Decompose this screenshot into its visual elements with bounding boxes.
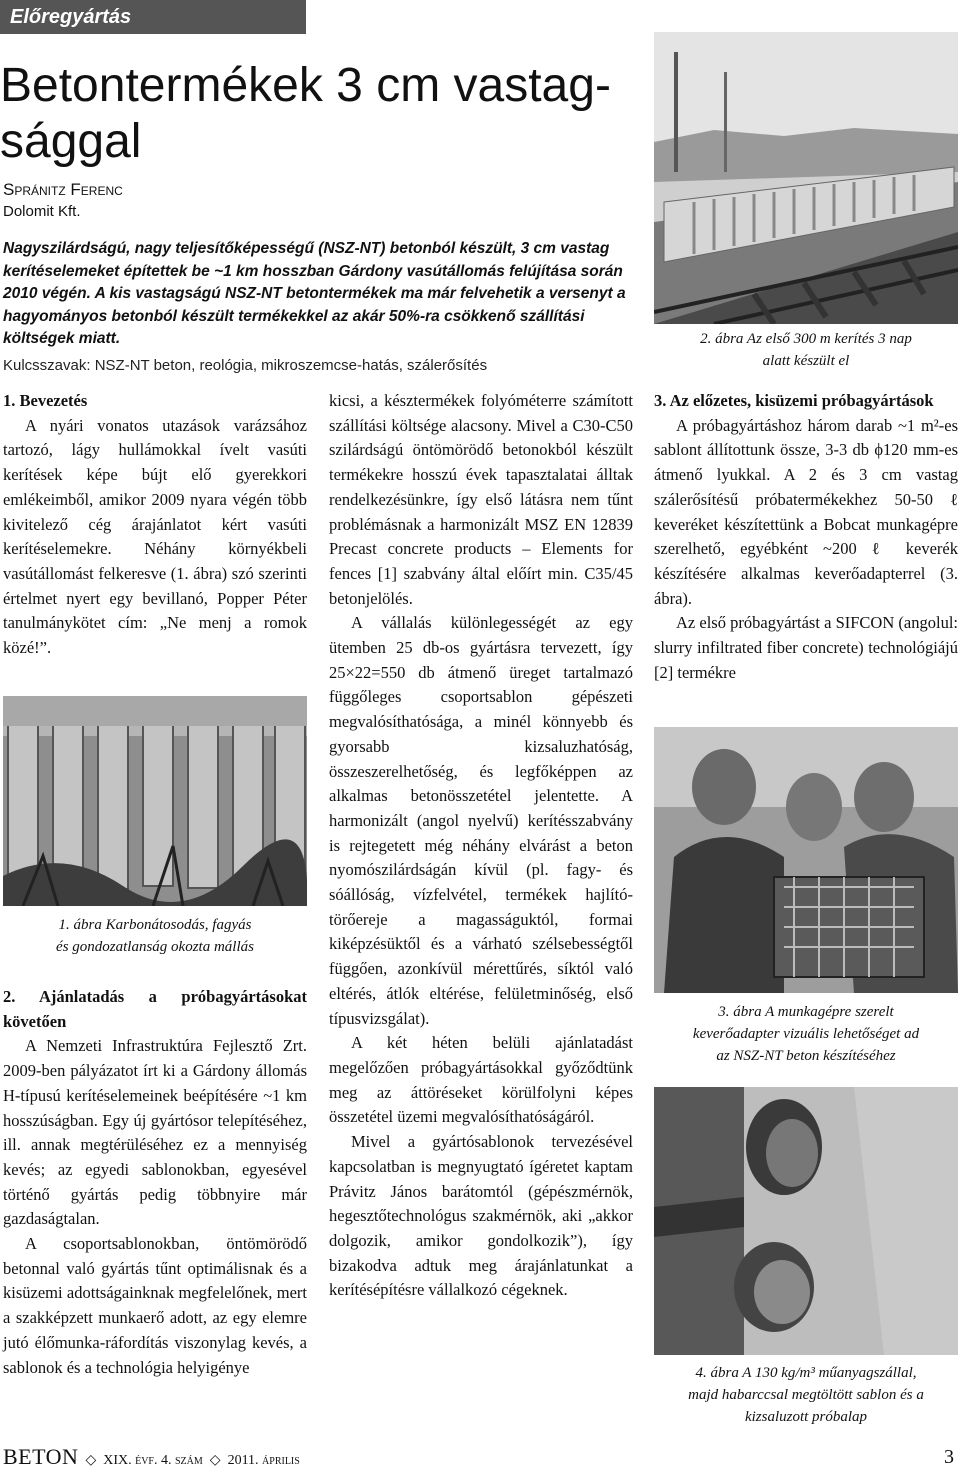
fig4-caption-line3: kizsaluzott próbalap <box>744 1409 868 1425</box>
fig4-caption-line1: 4. ábra A 130 kg/m³ műanyagszállal, <box>695 1365 917 1381</box>
col1-paragraph-3: A csoportsablonokban, öntömörödő betonnal való gyártás tűnt optimálisnak és a kisüzemi adottságainknak megfelelőnek, mert a szakképzett munkaerő adott, az egy elemre jutó élőmunka-ráfordítás viszonylag kevés, a sablonok és a technológia helyigénye <box>3 1234 307 1377</box>
section-2-heading: 2. Ajánlatadás a próbagyártásokat követően <box>3 987 307 1031</box>
col3-paragraph-1: A próbagyártáshoz három darab ~1 m²-es sablont állítottunk össze, 3-3 db ϕ120 mm-es átmenő lyukkal. A 2 és 3 cm vastag szálerősítésű próbatermékekhez 50-50 ℓ keveréket készítettünk a Bobcat munkagépre szerelhető, egyébként ~200 ℓ keverék készítésére alkalmas keverőadapterrel (3. ábra). <box>654 415 958 608</box>
col1-paragraph-1: A nyári vonatos utazások varázsához tartozó, lágy hullámokkal ívelt vasúti kerítések képe bújt elő gyerekkori emlékeimből, amikor 2009 nyara végén több kivitelező cég árajánlatot kért vasúti kerítéselemekre. Néhány környékbeli vasútállomást felkeresve (1. ábra) szó szerinti értelmet nyert egy bevillanó, Popper Péter tanulmánykötet cím: „Ne menj a romok közé!”. <box>3 415 307 658</box>
diamond-icon: ◇ <box>81 1453 100 1468</box>
mould-panel-image <box>654 1087 958 1355</box>
page-number: 3 <box>944 1446 954 1468</box>
fig1-caption <box>3 914 307 958</box>
fig3-photo <box>654 727 958 993</box>
article-lead: Nagyszilárdságú, nagy teljesítőképességű (NSZ-NT) betonból készült, 3 cm vastag kerítéselemeket építettek be ~1 km hosszban Gárdony vasútállomás felújítása során 2010 végén. A kis vastagságú NSZ-NT betontermékek ma már felvehetik a versenyt a hagyományos betonból készült termékekkel az akár 50%-ra csökkenő szállítási költségek miatt. <box>3 240 626 347</box>
section-banner: Előregyártás <box>0 0 306 34</box>
section-3-heading: 3. Az előzetes, kisüzemi próbagyártások <box>654 391 934 410</box>
issue-info: XIX. évf. 4. szám <box>103 1453 203 1468</box>
fig4-caption-line2: majd habarccsal megtöltött sablon és a <box>688 1387 924 1403</box>
weathered-fence-image <box>3 696 307 906</box>
page-footer <box>3 1444 958 1470</box>
fig3-caption <box>654 1001 958 1067</box>
fig2-photo <box>654 32 958 324</box>
column-2 <box>329 389 633 1303</box>
col1-paragraph-2: A Nemzeti Infrastruktúra Fejlesztő Zrt. 2009-ben pályázatot írt ki a Gárdony állomás H-típusú kerítéselemeinek beépítésére ~1 km hosszúságban. Egy új gyártósor telepítéséhez, ill. annak megtérüléséhez ez a mennyiség kevés; az egyedi sablonokban, egyesével történő gyártás pedig többnyire már gazdaságtalan. <box>3 1036 307 1229</box>
col3-paragraph-2: Az első próbagyártást a SIFCON (angolul: slurry infiltrated fiber concrete) technológiájú [2] termékre <box>654 613 958 682</box>
fig1-photo <box>3 696 307 906</box>
fig3-caption-line1: 3. ábra A munkagépre szerelt <box>718 1004 894 1020</box>
title-line-2: sággal <box>0 115 142 168</box>
article-title <box>0 58 630 170</box>
fig2-caption-line1: 2. ábra Az első 300 m kerítés 3 nap <box>700 331 912 347</box>
fig1-caption-line2: és gondozatlanság okozta mállás <box>56 939 254 955</box>
col2-paragraph-3: A két héten belüli ajánlatadást megelőzően próbagyártásokkal győződtünk meg az áttöréseket körülfolyni képes összetétel üzemi megvalósíthatóságáról. <box>329 1033 633 1127</box>
column-3 <box>654 389 958 685</box>
fig2-caption <box>654 328 958 372</box>
col2-paragraph-4: Mivel a gyártósablonok tervezésével kapcsolatban is megnyugtató ígéretet kaptam Právitz János barátomtól (gépészmérnök, hegesztőtechnológus szakmérnök, aki „akkor dolgozik, amikor gondolkozik”), így bizakodva adtuk meg árajánlatunkat a kerítésépítésre vállalkozó cégeknek. <box>329 1132 633 1300</box>
fig2-caption-line2: alatt készült el <box>762 353 850 369</box>
fig3-caption-line2: keverőadapter vizuális lehetőséget ad <box>692 1026 920 1042</box>
title-line-1: Betontermékek 3 cm vastag- <box>0 59 611 112</box>
journal-name: BETON <box>3 1444 79 1469</box>
fig4-caption <box>654 1362 958 1428</box>
author-name: Spránitz Ferenc <box>3 180 123 199</box>
fig1-caption-line1: 1. ábra Karbonátosodás, fagyás <box>58 917 252 933</box>
column-1 <box>3 389 307 661</box>
keywords: Kulcsszavak: NSZ-NT beton, reológia, mikroszemcse-hatás, szálerősítés <box>3 357 488 374</box>
author-company: Dolomit Kft. <box>3 203 81 220</box>
workers-mixer-image <box>654 727 958 993</box>
fig3-caption-line3: az NSZ-NT beton készítéséhez <box>716 1048 896 1064</box>
railway-fence-image <box>654 32 958 324</box>
column-1-continued <box>3 985 307 1380</box>
col2-paragraph-1: kicsi, a késztermékek folyóméterre számított szállítási költsége alacsony. Mivel a C30-C50 szilárdságú öntömörödő betonokból készült termékekre hosszú évek tapasztalatai álltak rendelkezésünkre, így első látásra nem tűnt problémásnak a harmonizált MSZ EN 12839 Precast concrete products – Elements for fences [1] szabvány által előírt min. C35/45 betonjelölés. <box>329 391 633 608</box>
issue-date: 2011. április <box>227 1453 300 1468</box>
section-1-heading: 1. Bevezetés <box>3 391 88 410</box>
diamond-icon: ◇ <box>206 1453 225 1468</box>
col2-paragraph-2: A vállalás különlegességét az egy ütemben 25 db-os gyártásra tervezett, így 25×22=550 db átmenő üreget tartalmazó függőleges csoportsablon gépészeti megvalósíthatósága, a minél könnyebb és gyorsabb kizsaluzhatóság, összeszerelhetőség, és legfőképpen az alkalmas betonösszetétel jelentette. A harmonizált (angol nyelvű) kerítésszabvány is rejtegetett még néhány elvárást a beton nyomószilárdságán kívül (pl. fagy- és sóállóság, vízfelvétel, termékek hajlító-törőereje a magasságuktól, formai kiképzésüktől és a várható szélsebességtől függően, azonkívül mérettűrés, síktól való eltérés, átlók eltérése, felületminőség, első típusvizsgálat). <box>329 613 633 1028</box>
fig4-photo <box>654 1087 958 1355</box>
